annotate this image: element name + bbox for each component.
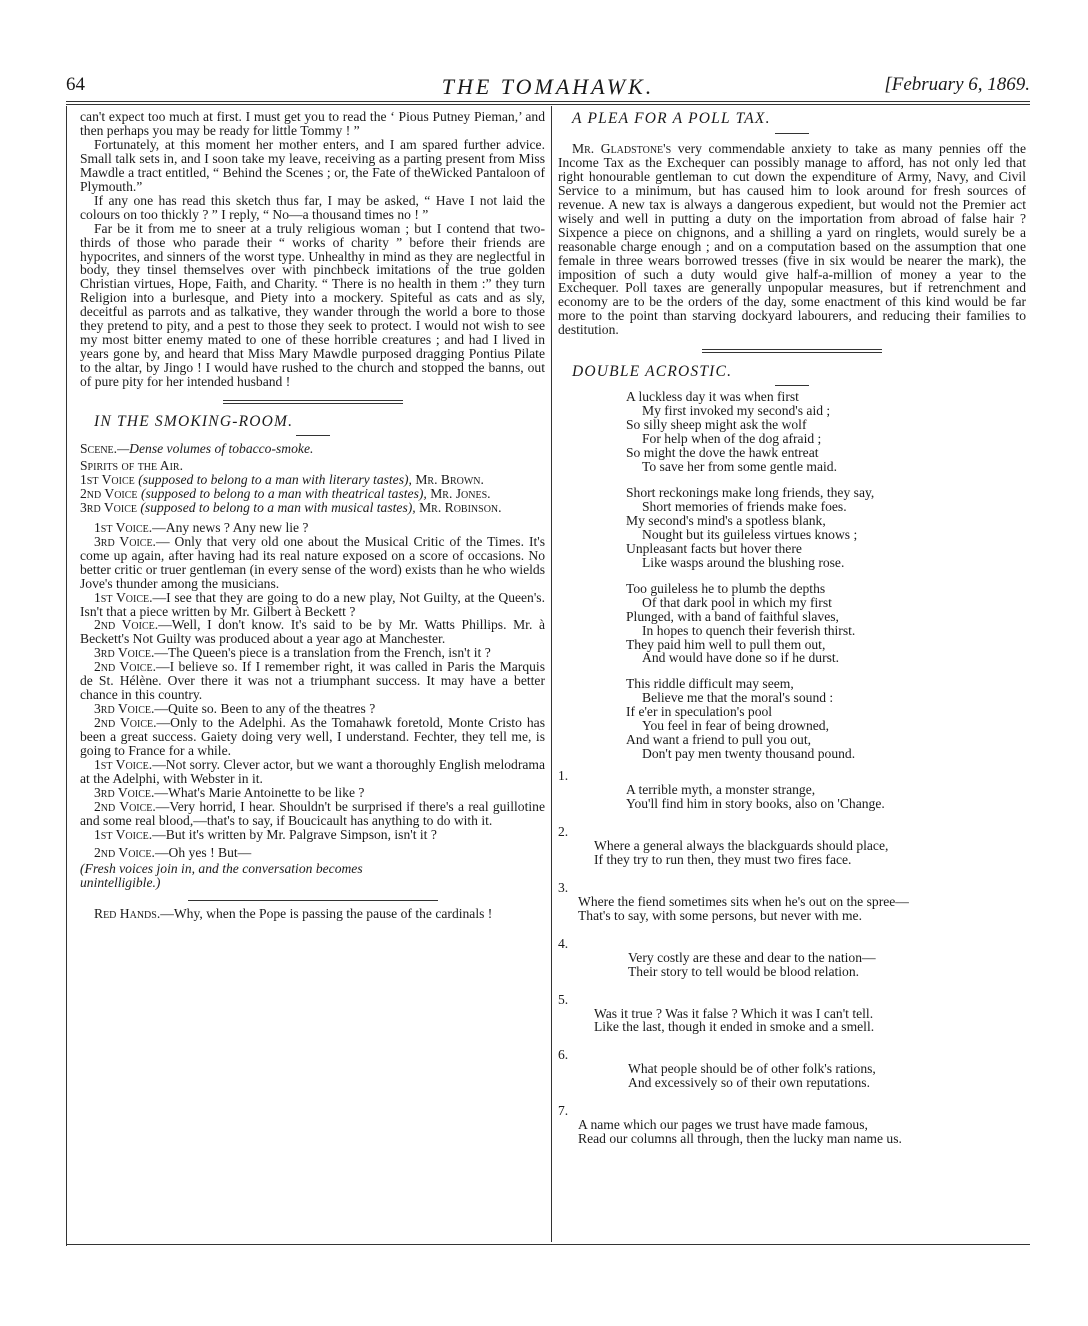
clue — [578, 895, 1026, 923]
clue — [628, 1062, 1026, 1090]
verse-line: So might the dove the hawk entreat — [626, 445, 819, 461]
cast-entry — [80, 501, 545, 515]
clue-number: 2. — [558, 823, 569, 839]
section-title: DOUBLE ACROSTIC. — [572, 363, 733, 381]
speech: —Any news ? Any new lie ? — [152, 519, 309, 535]
item-label: Red Hands. — [94, 905, 161, 921]
speech: —Well, I don't know. It's said to be by Mr. Watts Phillips. Mr. à Beckett's Not Guilty was produced about a year ago at Manchester. — [80, 617, 545, 647]
cast-name: Mr. Brown. — [415, 471, 484, 487]
dialogue-line — [80, 846, 545, 860]
clue-line: A terrible myth, a monster strange, — [626, 782, 816, 798]
header-rule — [66, 101, 1030, 102]
cast-desc: (supposed to belong to a man with musical tastes), — [140, 499, 416, 515]
speaker: 3rd Voice. — [94, 533, 156, 549]
speech: —Only to the Adelphi. As the Tomahawk foretold, Monte Cristo has been a great success. Gaiety doing very well, I understand. Fechter, they tell me, is going to France for a while. — [80, 715, 545, 759]
dialogue-line — [80, 660, 545, 702]
dialogue-line — [80, 521, 545, 535]
verse-line: Plunged, with a band of faithful slaves, — [626, 608, 839, 624]
verse-line: Believe me that the moral's sound : — [642, 690, 834, 706]
speaker: 2nd Voice. — [94, 798, 156, 814]
clue-number: 1. — [558, 768, 569, 784]
cast-name: Mr. Jones. — [430, 485, 491, 501]
speaker: 2nd Voice. — [94, 715, 157, 731]
dialogue-line — [80, 716, 545, 758]
verse-line: Nought but its guileless virtues knows ; — [642, 526, 858, 542]
clue-line: You'll find him in story books, also on 'Change. — [626, 796, 885, 812]
verse-line: And want a friend to pull you out, — [626, 732, 811, 748]
clue-line: And excessively so of their own reputations. — [628, 1075, 870, 1091]
clue — [578, 1118, 1026, 1146]
stage-direction — [80, 876, 545, 890]
speech: —Quite so. Been to any of the theatres ? — [154, 701, 376, 717]
clue-number: 5. — [558, 991, 569, 1007]
speaker: 1st Voice. — [94, 589, 153, 605]
dialogue-line — [80, 591, 545, 619]
speech: —I see that they are going to do a new play, Not Guilty, at the Queen's. Isn't that a piece written by Mr. Gilbert à Beckett ? — [80, 589, 545, 619]
acrostic-stanza — [626, 486, 1026, 570]
verse-line: Don't pay men twenty thousand pound. — [642, 746, 856, 762]
verse-line: To save her from some gentle maid. — [642, 459, 837, 475]
cast-heading: Spirits of the Air. — [80, 457, 184, 473]
left-margin-rule — [66, 106, 67, 1246]
speech: —I believe so. If I remember right, it was called in Paris the Marquis de St. Hélène. Over there it was not a triumphant success. It may have a better chance in this country. — [80, 659, 545, 703]
scene-text: —Dense volumes of tobacco-smoke. — [117, 441, 314, 457]
clue-line: Where a general always the blackguards should place, — [594, 837, 889, 853]
verse-line: My second's mind's a spotless blank, — [626, 512, 826, 528]
dialogue-line — [80, 758, 545, 786]
verse-line: If e'er in speculation's pool — [626, 704, 773, 720]
speech: —Not sorry. Clever actor, but we want a thoroughly English melodrama at the Adelphi, with Webster in it. — [80, 756, 545, 786]
stage-text: unintelligible.) — [80, 874, 161, 890]
section-title: IN THE SMOKING-ROOM. — [94, 413, 294, 431]
speech: —The Queen's piece is a translation from the French, isn't it ? — [154, 645, 491, 661]
red-hands-item — [80, 907, 545, 921]
story-paragraph: Fortunately, at this moment her mother enters, and I am spared further advice. Small talk sets in, and I soon take my leave, receiving as a parting present from Miss Mawdle a tract entitled, “ Behind the Scenes ; or, the Fate of theWicked Pantaloon of Plymouth.” — [80, 136, 545, 194]
dialogue-line — [80, 828, 545, 842]
clue-line: Read our columns all through, then the lucky man name us. — [578, 1131, 902, 1147]
title-underline — [775, 133, 809, 134]
plea-paragraph — [558, 142, 1026, 337]
speech: — Only that very old one about the Musical Critic of the Times. It's come up again, after having had its real nature exposed on a score of occasions. No better critic or truer gentleman (in every sense of the word) exists than he who wields Jove's thunder among the musicians. — [80, 533, 545, 591]
section-divider — [188, 900, 438, 901]
verse-line: So silly sheep might ask the wolf — [626, 417, 807, 433]
verse-line: Too guileless he to plumb the depths — [626, 580, 826, 596]
page-number: 64 — [66, 74, 85, 95]
speaker: 2nd Voice. — [94, 659, 156, 675]
story-paragraph: If any one has read this sketch thus far, I may be asked, “ Have I not laid the colours on too thickly ? ” I reply, “ No—a thousand times no ! ” — [80, 192, 545, 222]
story-paragraph: Far be it from me to sneer at a truly religious woman ; but I contend that two-thirds of those who parade their “ works of charity ” before their friends are hypocrites, and sinners of the worst type. Unhealthy in mind as they are neglectful in body, they tinsel themselves over with pinchbeck imitations of the true golden Christian virtues, Hope, Faith, and Charity. “ There is no health in them :” they turn Religion into a burlesque, and Piety into a mockery. Spiteful as cats and as sly, deceitful as parrots and as talkative, they wander through the world a bore to those they pretend to pity, and a pest to those they seek to protect. I would not wish to see my most bitter enemy mated to one of these horrible creatures ; and had I lived in years gone by, and heard that Miss Mary Mawdle purposed dragging Pontius Pilate to the altar, by Jingo ! I would have rushed to the church and stopped the banns, out of pure pity for her intended husband ! — [80, 220, 545, 390]
speaker: 3rd Voice. — [94, 645, 155, 661]
clue-line: Very costly are these and dear to the nation— — [628, 949, 876, 965]
acrostic-stanza — [626, 677, 1026, 761]
clue-line: What people should be of other folk's rations, — [628, 1061, 876, 1077]
right-column — [558, 110, 1026, 1146]
section-title: A PLEA FOR A POLL TAX. — [572, 110, 771, 127]
bottom-rule — [66, 1244, 1030, 1245]
clue-number: 3. — [558, 879, 569, 895]
story-paragraph: can't expect too much at first. I must get you to read the ‘ Pious Putney Pieman,’ and then perhaps you may be ready for little Tommy ! ” — [80, 109, 545, 138]
cast-entry — [80, 473, 545, 487]
verse-line: And would have done so if he durst. — [642, 650, 840, 666]
cast-entry — [80, 487, 545, 501]
clue — [594, 839, 1026, 867]
speech: —Very horrid, I hear. Shouldn't be surprised if there's a real guillotine and some real blood,—that's to say, if Boucicault has anything to do with it. — [80, 798, 545, 828]
issue-date: [February 6, 1869. — [884, 74, 1030, 95]
header-rule-lower — [66, 104, 1030, 105]
speaker: 1st Voice. — [94, 519, 153, 535]
stage-direction — [80, 862, 545, 876]
acrostic-stanza — [626, 390, 1026, 474]
dialogue-line — [80, 646, 545, 660]
cast-label: 3rd Voice — [80, 499, 137, 515]
scene-label: Scene. — [80, 441, 118, 457]
clue-line: Like the last, though it ended in smoke and a smell. — [594, 1019, 875, 1035]
cast-desc: (supposed to belong to a man with theatrical tastes), — [140, 485, 427, 501]
verse-line: This riddle difficult may seem, — [626, 676, 794, 692]
verse-line: Like wasps around the blushing rose. — [642, 554, 845, 570]
speaker: 2nd Voice. — [94, 844, 155, 860]
acrostic-stanza — [626, 582, 1026, 666]
clue — [594, 1007, 1026, 1035]
page-header — [66, 74, 1030, 100]
clue — [626, 783, 1026, 811]
clue-number: 6. — [558, 1047, 569, 1063]
verse-line: In hopes to quench their feverish thirst. — [642, 622, 856, 638]
clue-number: 7. — [558, 1103, 569, 1119]
cast-name: Mr. Robinson. — [419, 499, 502, 515]
title-underline — [775, 385, 809, 386]
dialogue-line — [80, 618, 545, 646]
clue-line: Where the fiend sometimes sits when he's out on the spree— — [578, 893, 909, 909]
clue-number: 4. — [558, 935, 569, 951]
speaker: 1st Voice. — [94, 756, 153, 772]
title-underline — [296, 435, 330, 436]
speech: —What's Marie Antoinette to be like ? — [154, 784, 365, 800]
verse-line: Short memories of friends make foes. — [642, 498, 847, 514]
plea-text: very commendable anxiety to take as many pennies off the Income Tax as the Exchequer can possibly manage to afford, has not only led that right honourable gentleman to cut down the expenditure of Army, Navy, and Civil Service to a minimum, but has caused him to look around for fresh sources of revenue. A new tax is always a dangerous expedient, but would not the Premier act wisely and well in putting a duty on the importation from abroad of false hair ? Sixpence a piece on chignons, and a shilling a yard on ringlets, would surely be a reasonable charge enough ; and on a computation based on the assumption that one female in three wears borrowed tresses (five in six would be nearer the mark), the imposition of such a duty would give half-a-million of money a year to the Exchequer. Poll taxes are generally unpopular measures, but if retrenchment and economy are to be the orders of the day, some enactment of this kind would be far more to the point than starving dockyard labourers, and reducing their families to destitution. — [558, 140, 1026, 338]
verse-line: Short reckonings make long friends, they say, — [626, 484, 875, 500]
section-divider — [702, 349, 882, 353]
speech: —Oh yes ! But— — [154, 844, 252, 860]
verse-line: They paid him well to pull them out, — [626, 636, 826, 652]
masthead-title: THE TOMAHAWK. — [441, 74, 655, 99]
dialogue-line — [80, 786, 545, 800]
dialogue-line — [80, 800, 545, 828]
clue-line: If they try to run then, they must two fires face. — [594, 851, 852, 867]
item-text: —Why, when the Pope is passing the pause of the cardinals ! — [160, 905, 493, 921]
dialogue-line — [80, 702, 545, 716]
column-divider — [551, 106, 552, 1242]
stage-text: (Fresh voices join in, and the conversation becomes — [80, 860, 363, 876]
speech: —But it's written by Mr. Palgrave Simpson, isn't it ? — [152, 826, 437, 842]
speaker: 2nd Voice. — [94, 617, 159, 633]
clue — [628, 951, 1026, 979]
clue-line: Was it true ? Was it false ? Which it was I can't tell. — [594, 1005, 874, 1021]
left-column — [80, 110, 545, 921]
verse-line: You feel in fear of being drowned, — [642, 718, 829, 734]
lead-words: Mr. Gladstone's — [572, 140, 672, 156]
clue-line: A name which our pages we trust have made famous, — [578, 1117, 868, 1133]
verse-line: For help when of the dog afraid ; — [642, 431, 822, 447]
dialogue-line — [80, 535, 545, 591]
speaker: 3rd Voice. — [94, 784, 155, 800]
verse-line: Of that dark pool in which my first — [642, 594, 832, 610]
verse-line: Unpleasant facts but hover there — [626, 540, 802, 556]
clue-line: Their story to tell would be blood relation. — [628, 963, 860, 979]
cast-label: 2nd Voice — [80, 485, 138, 501]
speaker: 1st Voice. — [94, 826, 153, 842]
verse-line: My first invoked my second's aid ; — [642, 403, 831, 419]
speaker: 3rd Voice. — [94, 701, 155, 717]
scene-line — [80, 442, 545, 456]
section-divider — [223, 400, 403, 404]
cast-desc: (supposed to belong to a man with literary tastes), — [138, 471, 412, 487]
verse-line: A luckless day it was when first — [626, 389, 799, 405]
cast-label: 1st Voice — [80, 471, 135, 487]
clue-line: That's to say, with some persons, but never with me. — [578, 907, 862, 923]
